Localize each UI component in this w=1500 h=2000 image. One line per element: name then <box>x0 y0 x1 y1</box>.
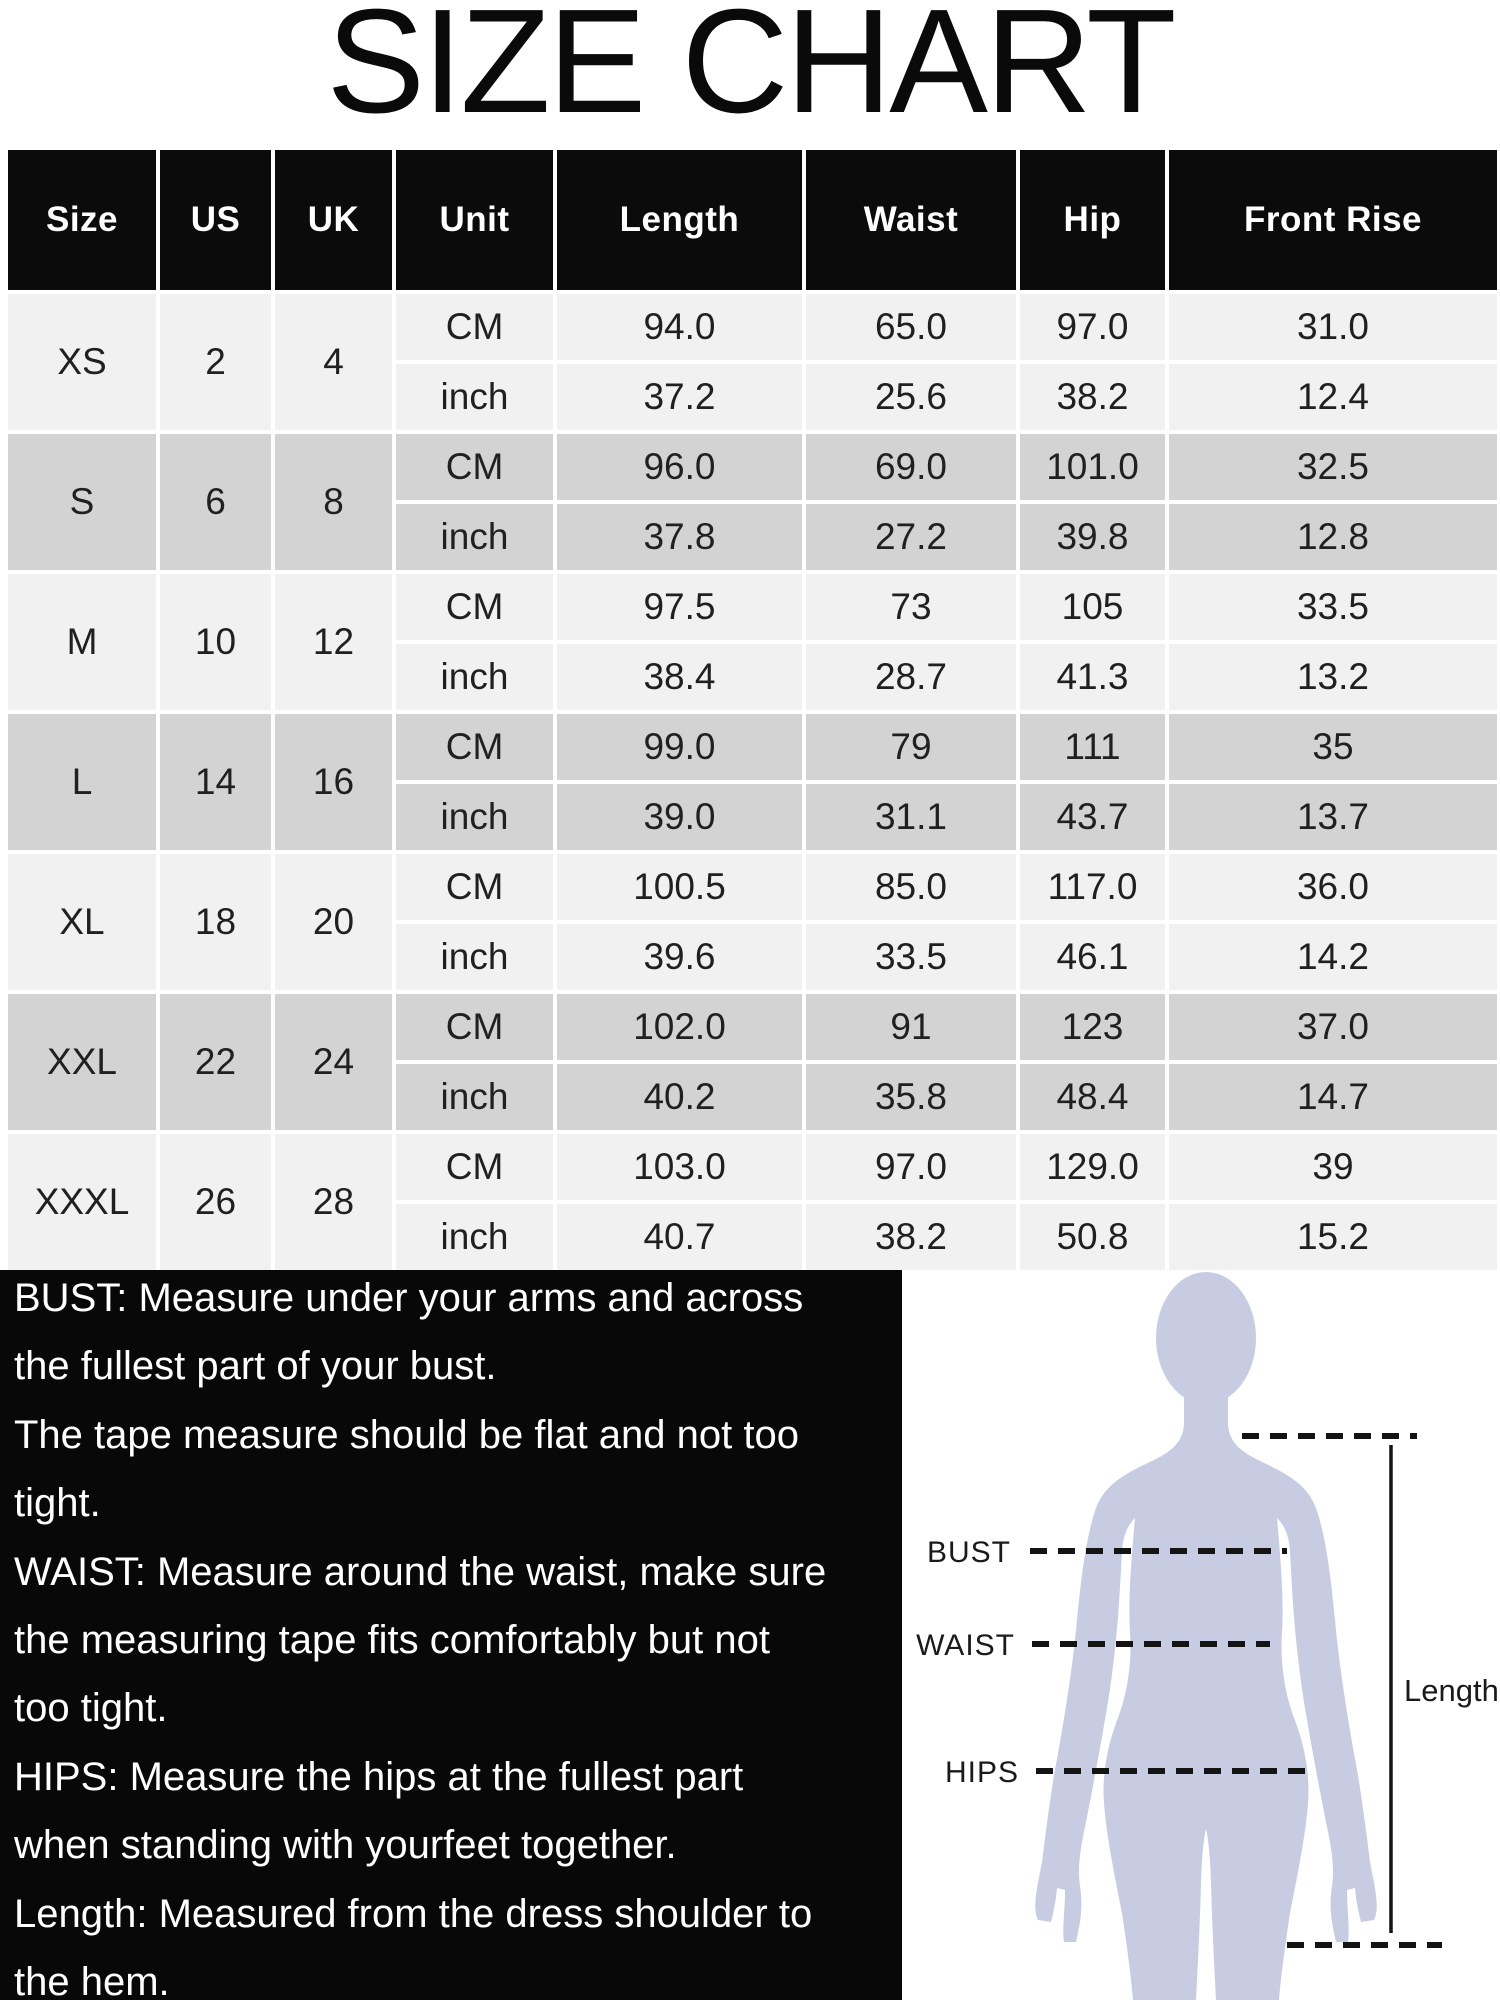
unit-cm-cell: CM <box>396 994 553 1060</box>
front-rise-cm: 36.0 <box>1169 854 1497 920</box>
length-cm: 97.5 <box>557 574 802 640</box>
us-cell: 10 <box>160 574 271 710</box>
hip-cm: 97.0 <box>1020 294 1165 360</box>
instruction-line: The tape measure should be flat and not too <box>14 1412 799 1457</box>
us-cell: 26 <box>160 1134 271 1270</box>
instruction-line: Length: Measured from the dress shoulder to <box>14 1891 813 1936</box>
waist-cm: 97.0 <box>806 1134 1016 1200</box>
length-label: Length <box>1404 1673 1499 1708</box>
header-length: Length <box>557 150 802 290</box>
waist-label: WAIST <box>916 1629 1015 1662</box>
table-row-l <box>8 714 1497 850</box>
hip-inch: 38.2 <box>1020 364 1165 430</box>
front-rise-cm: 31.0 <box>1169 294 1497 360</box>
us-cell: 14 <box>160 714 271 850</box>
size-cell: L <box>8 714 156 850</box>
waist-inch: 27.2 <box>806 504 1016 570</box>
header-waist: Waist <box>806 150 1016 290</box>
unit-cm-cell: CM <box>396 574 553 640</box>
length-inch: 38.4 <box>557 644 802 710</box>
hip-inch: 50.8 <box>1020 1204 1165 1270</box>
size-cell: XL <box>8 854 156 990</box>
uk-cell: 16 <box>275 714 392 850</box>
length-inch: 39.6 <box>557 924 802 990</box>
hip-cm: 105 <box>1020 574 1165 640</box>
size-table <box>8 150 1497 1270</box>
uk-cell: 28 <box>275 1134 392 1270</box>
instruction-line: when standing with yourfeet together. <box>14 1823 677 1868</box>
unit-inch-cell: inch <box>396 924 553 990</box>
waist-inch: 31.1 <box>806 784 1016 850</box>
header-unit: Unit <box>396 150 553 290</box>
measuring-instructions-panel <box>0 1270 902 2000</box>
table-row-s <box>8 434 1497 570</box>
table-row-xxl <box>8 994 1497 1130</box>
header-front-rise: Front Rise <box>1169 150 1497 290</box>
size-cell: XS <box>8 294 156 430</box>
instruction-line: BUST: Measure under your arms and across <box>14 1276 804 1320</box>
length-cm: 102.0 <box>557 994 802 1060</box>
hip-cm: 111 <box>1020 714 1165 780</box>
waist-inch: 33.5 <box>806 924 1016 990</box>
unit-cm-cell: CM <box>396 1134 553 1200</box>
front-rise-cm: 32.5 <box>1169 434 1497 500</box>
instruction-line: HIPS: Measure the hips at the fullest part <box>14 1754 744 1799</box>
length-cm: 96.0 <box>557 434 802 500</box>
uk-cell: 20 <box>275 854 392 990</box>
waist-cm: 65.0 <box>806 294 1016 360</box>
hip-cm: 117.0 <box>1020 854 1165 920</box>
size-cell: XXL <box>8 994 156 1130</box>
page-title: SIZE CHART <box>326 0 1174 144</box>
measurement-figure-panel <box>902 1270 1500 2000</box>
instructions-text <box>14 1270 902 2000</box>
header-size: Size <box>8 150 156 290</box>
unit-inch-cell: inch <box>396 1204 553 1270</box>
unit-inch-cell: inch <box>396 504 553 570</box>
table-header-row <box>8 150 1497 290</box>
table-row-m <box>8 574 1497 710</box>
waist-cm: 73 <box>806 574 1016 640</box>
waist-cm: 85.0 <box>806 854 1016 920</box>
body-silhouette-diagram <box>902 1270 1500 2000</box>
hip-inch: 41.3 <box>1020 644 1165 710</box>
header-uk: UK <box>275 150 392 290</box>
us-cell: 2 <box>160 294 271 430</box>
instruction-line: tight. <box>14 1481 101 1526</box>
length-inch: 40.7 <box>557 1204 802 1270</box>
length-cm: 100.5 <box>557 854 802 920</box>
front-rise-inch: 15.2 <box>1169 1204 1497 1270</box>
waist-inch: 28.7 <box>806 644 1016 710</box>
hip-inch: 48.4 <box>1020 1064 1165 1130</box>
hip-inch: 43.7 <box>1020 784 1165 850</box>
unit-cm-cell: CM <box>396 434 553 500</box>
instruction-line: the measuring tape fits comfortably but not <box>14 1618 770 1663</box>
bust-label: BUST <box>926 1536 1011 1569</box>
instruction-line: WAIST: Measure around the waist, make sure <box>14 1549 827 1594</box>
header-us: US <box>160 150 271 290</box>
unit-cm-cell: CM <box>396 854 553 920</box>
length-cm: 99.0 <box>557 714 802 780</box>
waist-inch: 38.2 <box>806 1204 1016 1270</box>
instruction-line: the fullest part of your bust. <box>14 1344 497 1389</box>
front-rise-inch: 13.2 <box>1169 644 1497 710</box>
length-cm: 103.0 <box>557 1134 802 1200</box>
front-rise-cm: 37.0 <box>1169 994 1497 1060</box>
front-rise-inch: 13.7 <box>1169 784 1497 850</box>
front-rise-inch: 12.8 <box>1169 504 1497 570</box>
size-cell: XXXL <box>8 1134 156 1270</box>
us-cell: 6 <box>160 434 271 570</box>
unit-inch-cell: inch <box>396 364 553 430</box>
table-row-xxxl <box>8 1134 1497 1270</box>
hip-cm: 129.0 <box>1020 1134 1165 1200</box>
waist-cm: 79 <box>806 714 1016 780</box>
instruction-line: too tight. <box>14 1686 168 1731</box>
size-cell: S <box>8 434 156 570</box>
front-rise-inch: 14.7 <box>1169 1064 1497 1130</box>
hip-inch: 39.8 <box>1020 504 1165 570</box>
unit-inch-cell: inch <box>396 1064 553 1130</box>
front-rise-cm: 39 <box>1169 1134 1497 1200</box>
table-row-xl <box>8 854 1497 990</box>
waist-inch: 25.6 <box>806 364 1016 430</box>
waist-cm: 69.0 <box>806 434 1016 500</box>
instruction-line: the hem. <box>14 1960 170 2000</box>
uk-cell: 4 <box>275 294 392 430</box>
unit-cm-cell: CM <box>396 714 553 780</box>
us-cell: 22 <box>160 994 271 1130</box>
hip-inch: 46.1 <box>1020 924 1165 990</box>
unit-cm-cell: CM <box>396 294 553 360</box>
unit-inch-cell: inch <box>396 784 553 850</box>
size-cell: M <box>8 574 156 710</box>
front-rise-inch: 14.2 <box>1169 924 1497 990</box>
length-inch: 39.0 <box>557 784 802 850</box>
front-rise-inch: 12.4 <box>1169 364 1497 430</box>
table-row-xs <box>8 294 1497 430</box>
length-cm: 94.0 <box>557 294 802 360</box>
hip-cm: 101.0 <box>1020 434 1165 500</box>
waist-inch: 35.8 <box>806 1064 1016 1130</box>
unit-inch-cell: inch <box>396 644 553 710</box>
length-inch: 40.2 <box>557 1064 802 1130</box>
hip-cm: 123 <box>1020 994 1165 1060</box>
front-rise-cm: 33.5 <box>1169 574 1497 640</box>
waist-cm: 91 <box>806 994 1016 1060</box>
uk-cell: 24 <box>275 994 392 1130</box>
front-rise-cm: 35 <box>1169 714 1497 780</box>
length-inch: 37.2 <box>557 364 802 430</box>
hips-label: HIPS <box>944 1756 1019 1789</box>
length-inch: 37.8 <box>557 504 802 570</box>
uk-cell: 12 <box>275 574 392 710</box>
uk-cell: 8 <box>275 434 392 570</box>
us-cell: 18 <box>160 854 271 990</box>
header-hip: Hip <box>1020 150 1165 290</box>
female-body-silhouette <box>1035 1272 1376 2000</box>
